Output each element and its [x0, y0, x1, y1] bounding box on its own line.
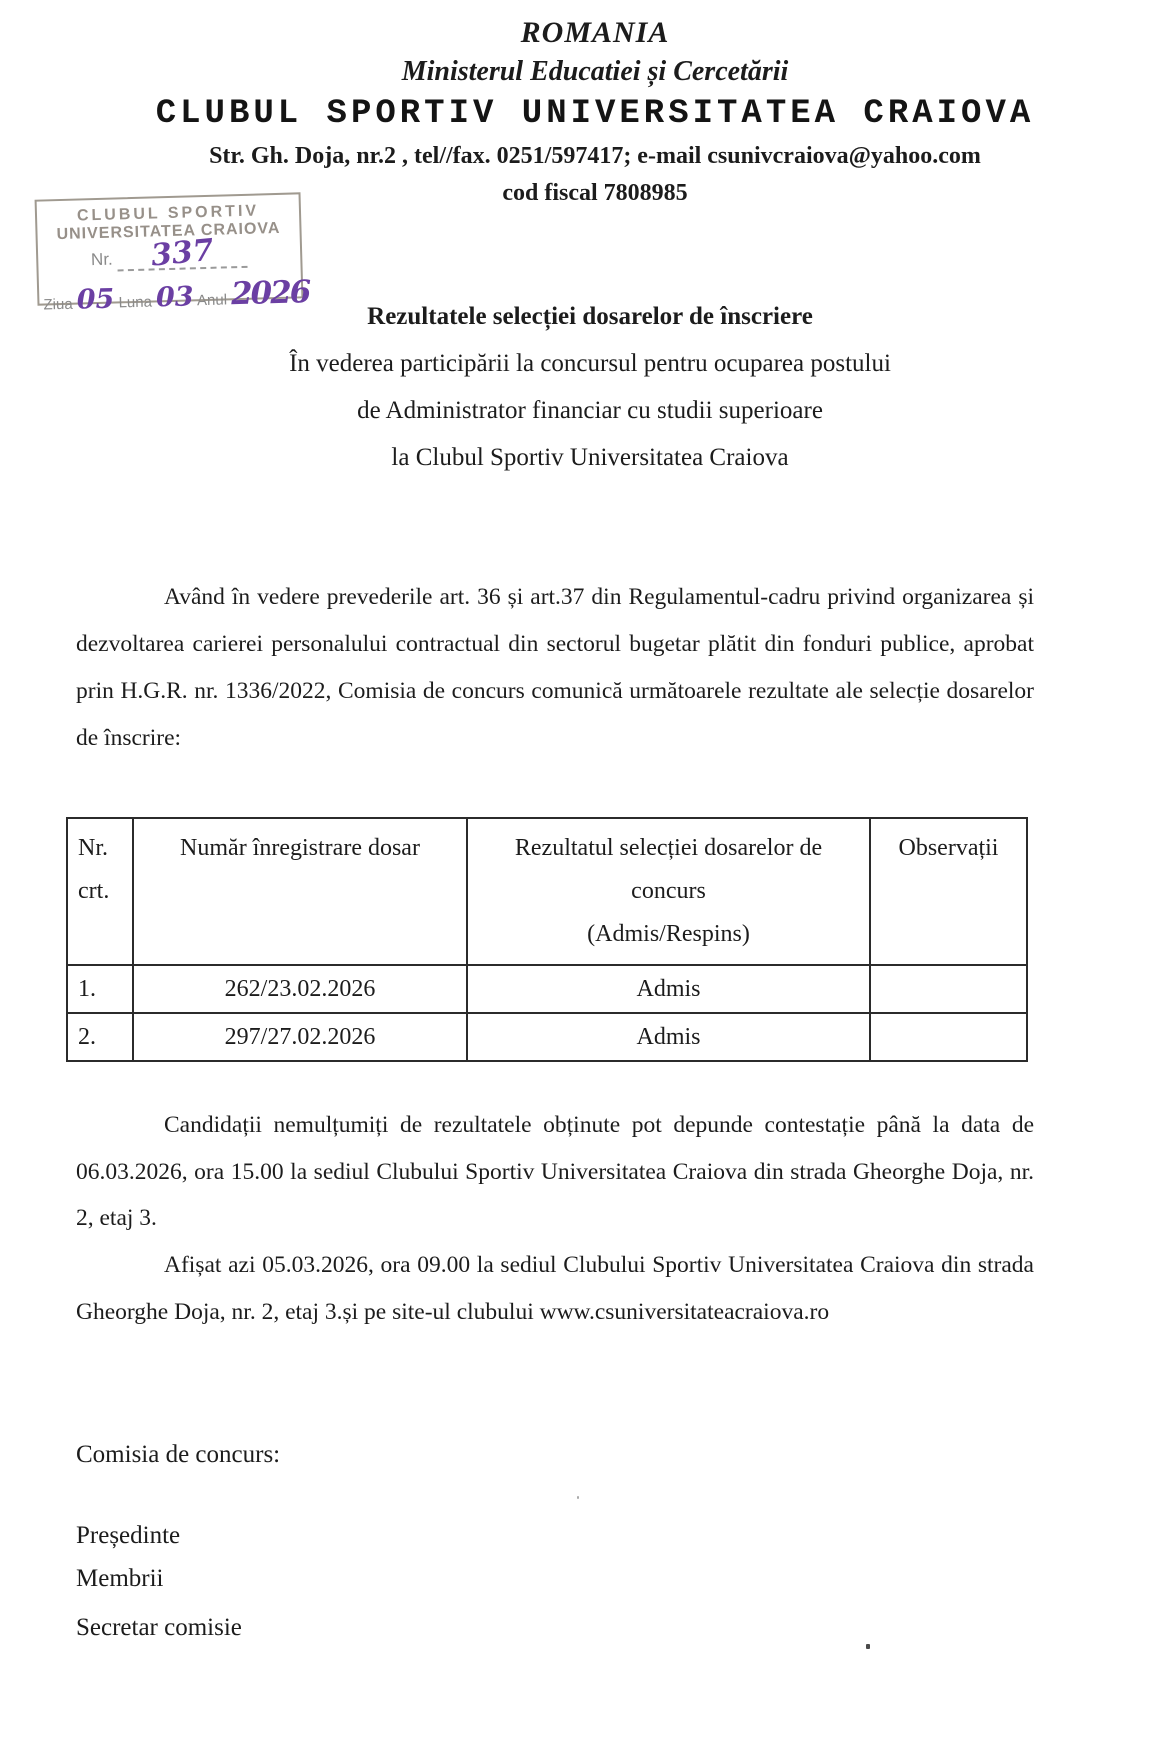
- row1-nr: 1.: [67, 965, 133, 1013]
- header-rezultat-line1: Rezultatul selecției dosarelor de: [514, 835, 823, 861]
- letterhead-country: ROMANIA: [520, 16, 670, 49]
- row2-nr: 2.: [67, 1013, 133, 1061]
- letterhead-ministry: Ministerul Educatiei și Cercetării: [401, 56, 789, 87]
- scan-speckle: [866, 1644, 870, 1649]
- stamp-ziua-handwritten-value: 05: [76, 283, 115, 316]
- letterhead-address: Str. Gh. Doja, nr.2 , tel//fax. 0251/597417; e-mail csunivcraiova@yahoo.com: [209, 143, 981, 169]
- header-rezultat-line2: concurs: [631, 878, 706, 904]
- row1-dosar: 262/23.02.2026: [133, 965, 467, 1013]
- document-title-block: [30, 293, 1150, 481]
- posting-paragraph: Afișat azi 05.03.2026, ora 09.00 la sediul Clubului Sportiv Universitatea Craiova din strada Gheorghe Doja, nr. 2, etaj 3.și pe site-ul clubului www.csuniversitateacraiova.ro: [76, 1252, 1034, 1325]
- contestation-paragraph: Candidații nemulțumiți de rezultatele obținute pot depunde contestație până la data de 06.03.2026, ora 15.00 la sediul Clubului Sportiv Universitatea Craiova din strada Gheorghe Doja, nr. 2, etaj 3.: [76, 1112, 1034, 1231]
- letterhead-club-name: CLUBUL SPORTIV UNIVERSITATEA CRAIOVA: [155, 95, 1035, 133]
- row2-rezultat: Admis: [467, 1013, 870, 1061]
- header-observatii: [870, 818, 1027, 965]
- document-subtitle-line1: În vederea participării la concursul pentru ocuparea postului: [289, 350, 891, 377]
- table-row: [67, 1013, 1027, 1061]
- stamp-org-line1: CLUBUL SPORTIV: [76, 202, 260, 225]
- header-rezultat: [467, 818, 870, 965]
- header-nr-crt: [67, 818, 133, 965]
- results-table: [66, 817, 1028, 1062]
- stamp-luna-handwritten-value: 03: [155, 281, 195, 314]
- scan-speckle: [577, 1496, 579, 1499]
- committee-heading: Comisia de concurs:: [76, 1441, 281, 1468]
- stamp-org-line2: UNIVERSITATEA CRAIOVA: [56, 219, 281, 244]
- stamp-nr-label: Nr.: [90, 249, 114, 270]
- header-nr-line2: crt.: [78, 878, 110, 904]
- letterhead: [30, 14, 1153, 210]
- committee-members: Membrii: [76, 1565, 164, 1592]
- table-row: [67, 965, 1027, 1013]
- row1-observatii: [870, 965, 1027, 1013]
- stamp-ziua-label: Ziua: [43, 295, 73, 314]
- committee-secretary: Secretar comisie: [76, 1614, 242, 1641]
- document-subtitle-line3: la Clubul Sportiv Universitatea Craiova: [391, 444, 789, 471]
- header-numar-inregistrare: [133, 818, 467, 965]
- stamp-nr-handwritten-value: 337: [149, 232, 216, 274]
- stamp-anul-handwritten-value: 2026: [230, 274, 310, 313]
- letterhead-fiscal-code: cod fiscal 7808985: [502, 180, 688, 206]
- document-title: Rezultatele selecției dosarelor de înscriere: [367, 303, 813, 330]
- header-numar-text: Număr înregistrare dosar: [180, 835, 420, 861]
- document-subtitle-line2: de Administrator financiar cu studii superioare: [357, 397, 823, 424]
- intro-paragraph: Având în vedere prevederile art. 36 și art.37 din Regulamentul-cadru privind organizarea și dezvoltarea carierei personalului contractual din sectorul bugetar plătit din fonduri publice, aprobat prin H.G.R. nr. 1336/2022, Comisia de concurs comunică următoarele rezultate ale selecție dosarelor de înscrire:: [76, 584, 1034, 751]
- results-table-header-row: [67, 818, 1027, 965]
- header-observatii-text: Observații: [898, 835, 999, 861]
- stamp-luna-label: Luna: [118, 293, 153, 312]
- header-rezultat-line3: (Admis/Respins): [587, 921, 750, 947]
- row1-rezultat: Admis: [467, 965, 870, 1013]
- stamp-anul-label: Anul: [196, 291, 228, 310]
- row2-dosar: 297/27.02.2026: [133, 1013, 467, 1061]
- registration-stamp: [35, 192, 310, 316]
- committee-president: Președinte: [76, 1522, 181, 1549]
- row2-observatii: [870, 1013, 1027, 1061]
- stamp-number-row: [38, 232, 301, 274]
- header-nr-line1: Nr.: [78, 835, 108, 861]
